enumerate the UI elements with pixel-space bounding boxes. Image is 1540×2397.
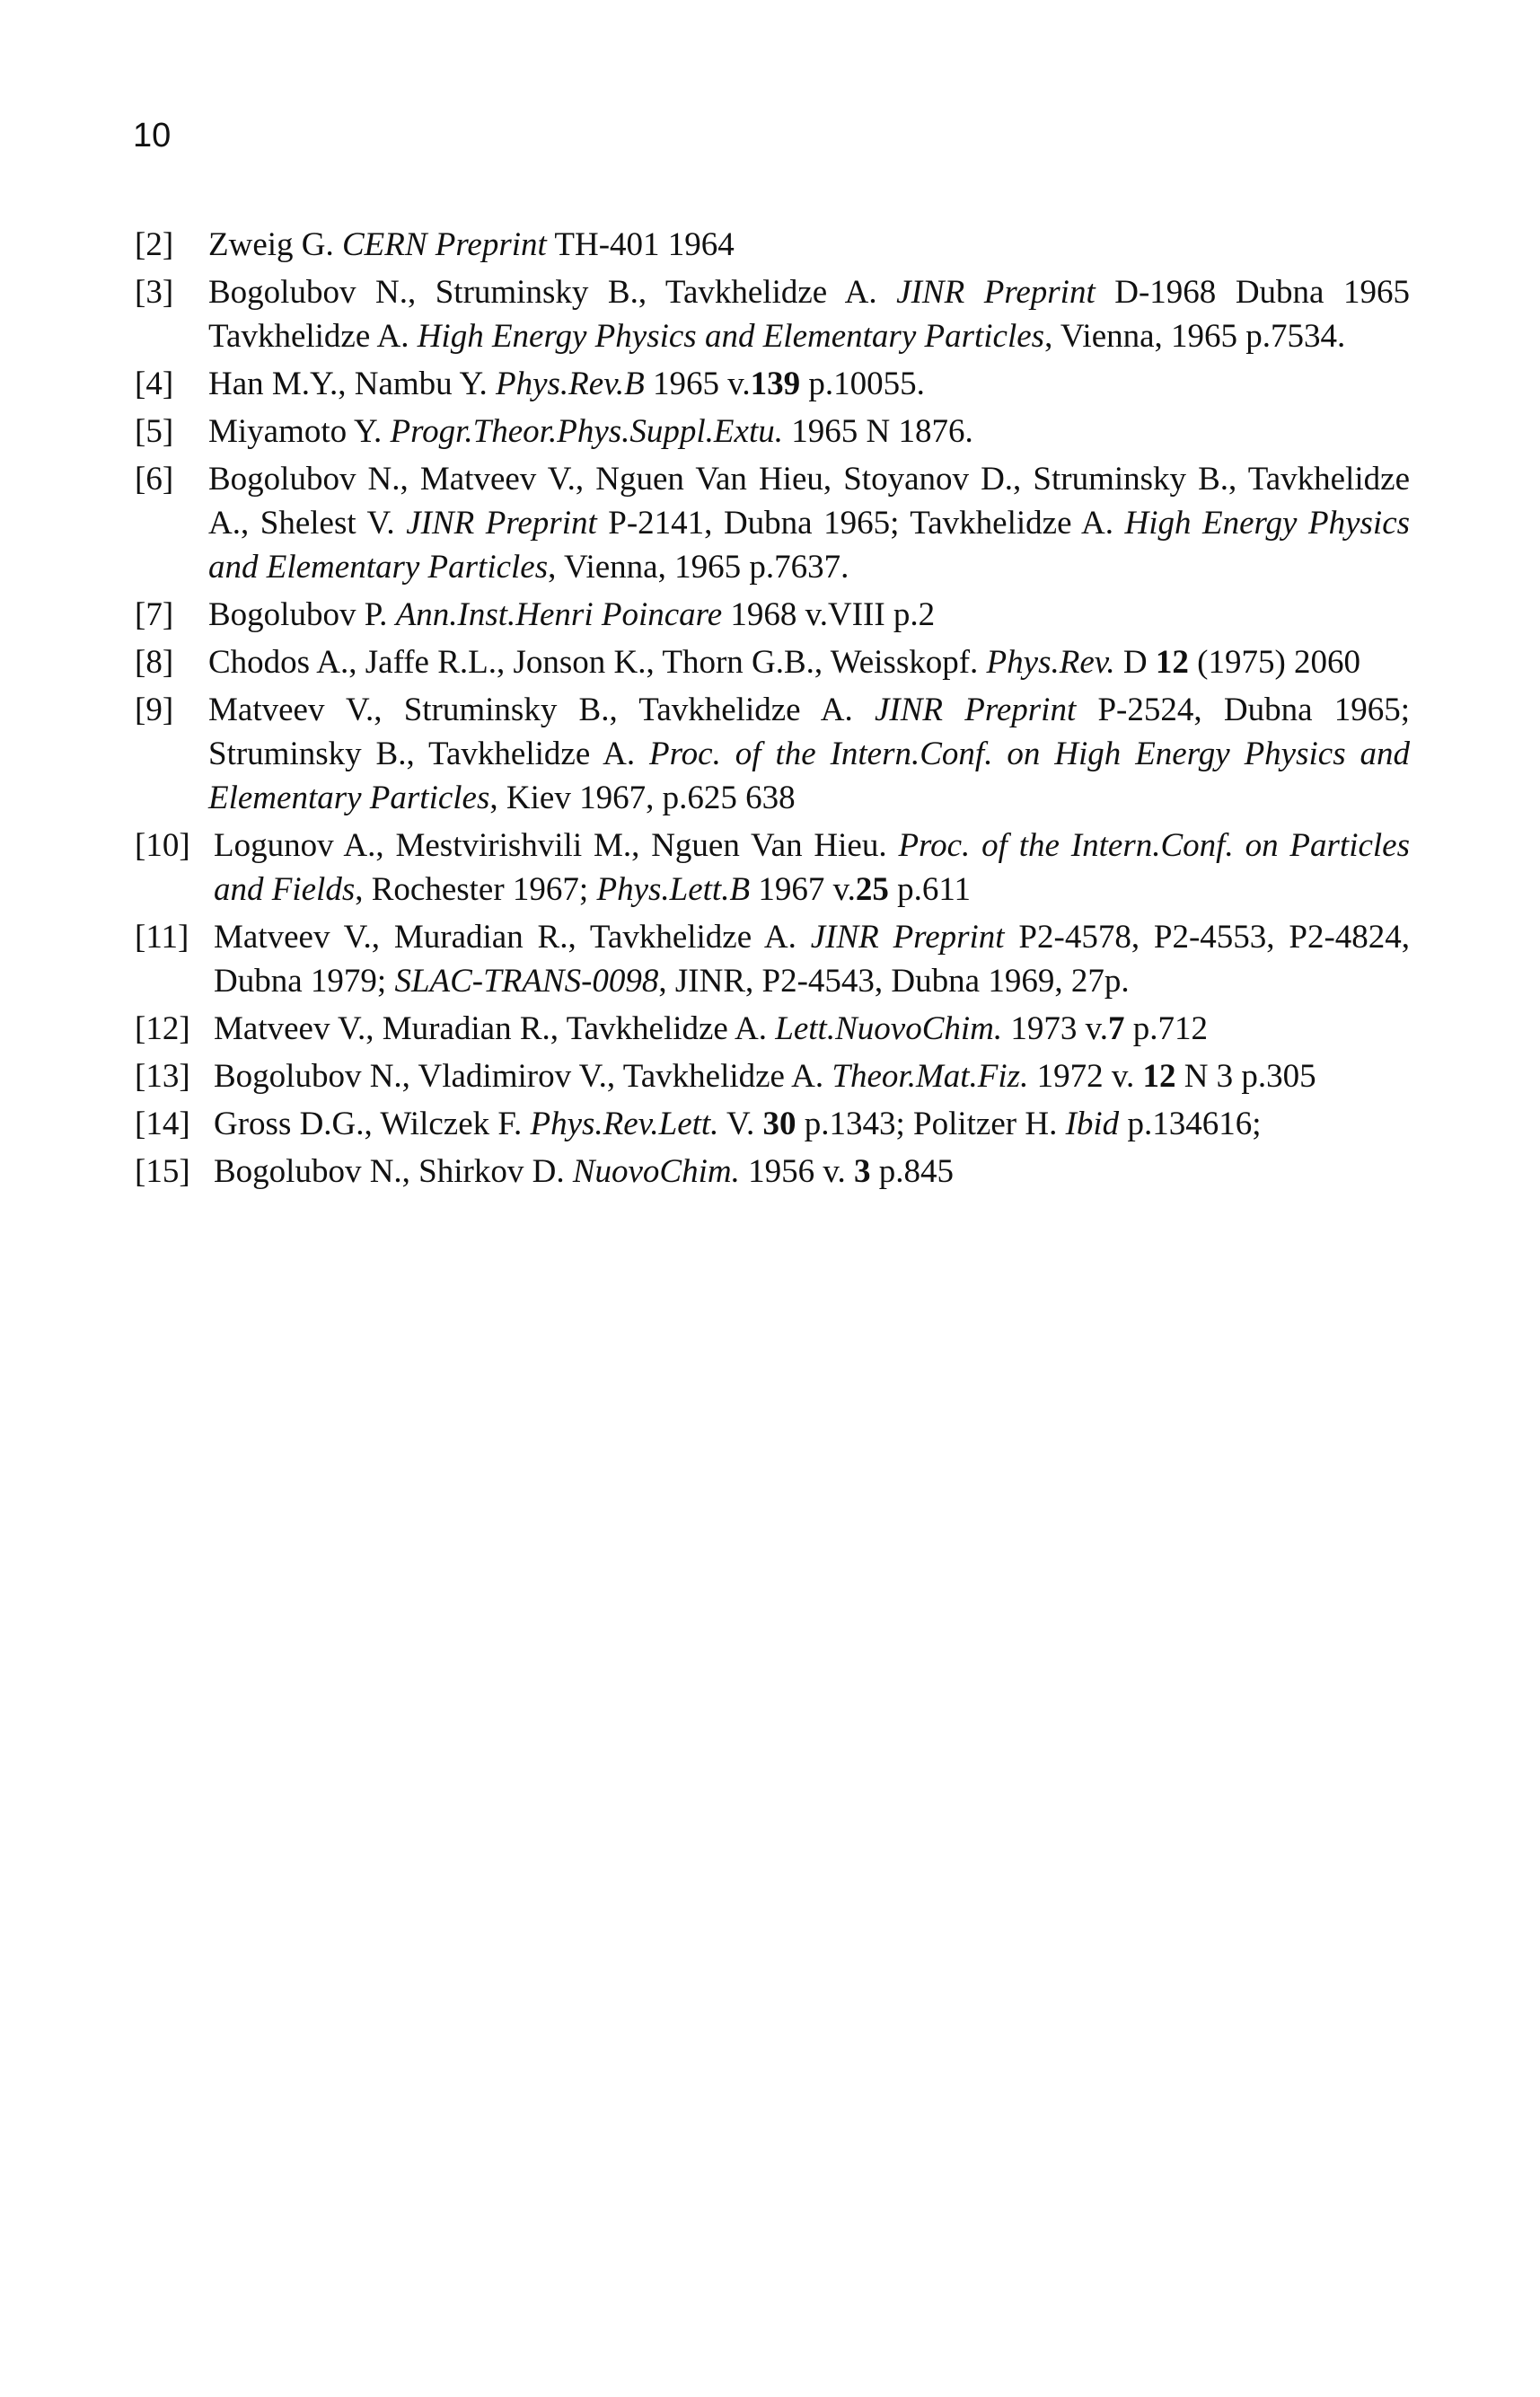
reference-segment: Matveev V., Muradian R., Tavkhelidze A.: [214, 1010, 776, 1047]
reference-segment: Bogolubov N., Vladimirov V., Tavkhelidze A.: [214, 1058, 832, 1095]
reference-segment: Han M.Y., Nambu Y.: [208, 366, 496, 402]
reference-segment: Gross D.G., Wilczek F.: [214, 1106, 531, 1142]
reference-italic-segment: Proc.: [649, 736, 721, 772]
reference-segment: P2-4578, P2-4553, P2-4824, Dubna 1979;: [214, 919, 1411, 1000]
reference-text: [208, 688, 1410, 820]
reference-italic-segment: NuovoChim.: [572, 1153, 740, 1190]
reference-number: [7]: [135, 596, 174, 633]
reference-number: [12]: [135, 1010, 190, 1047]
reference-item: [135, 410, 1410, 454]
page-number: 10: [133, 117, 172, 154]
reference-segment: p.712: [1124, 1010, 1208, 1047]
reference-segment: , Vienna, 1965 p.7637.: [548, 549, 849, 586]
reference-italic-segment: of the Intern.Conf.: [981, 827, 1234, 864]
reference-segment: p.845: [870, 1153, 954, 1190]
reference-segment: Chodos A., Jaffe R.L., Jonson K., Thorn G.B., Weisskopf.: [208, 644, 987, 681]
reference-number: [13]: [135, 1058, 190, 1095]
reference-text: [214, 1150, 1410, 1194]
reference-bold-segment: 7: [1107, 1010, 1125, 1047]
reference-item: [135, 270, 1410, 358]
reference-segment: [970, 827, 981, 864]
reference-segment: 1956 v.: [739, 1153, 854, 1190]
reference-italic-segment: CERN Preprint: [342, 226, 547, 263]
reference-italic-segment: Ann.Inst.Henri Poincare: [395, 596, 723, 633]
reference-number: [6]: [135, 461, 174, 498]
reference-bold-segment: 25: [855, 871, 889, 908]
reference-item: [135, 1150, 1410, 1194]
reference-segment: Logunov A., Mestvirishvili M., Nguen Van Hieu.: [214, 827, 899, 864]
reference-segment: Bogolubov N., Matveev V., Nguen Van Hieu, Stoyanov D., Struminsky B., Tavkhelidze A., Shelest V.: [208, 461, 1410, 542]
reference-italic-segment: JINR Preprint: [896, 274, 1096, 311]
reference-number: [11]: [135, 919, 189, 956]
reference-item: [135, 1054, 1410, 1098]
reference-italic-segment: Progr.Theor.Phys.Suppl.Extu.: [390, 413, 783, 450]
reference-item: [135, 362, 1410, 406]
reference-segment: 1973 v.: [1002, 1010, 1108, 1047]
reference-text: [208, 457, 1410, 589]
reference-bold-segment: 3: [853, 1153, 871, 1190]
reference-text: [208, 362, 1410, 406]
reference-segment: p.1343; Politzer H.: [796, 1106, 1066, 1142]
reference-text: [214, 1102, 1410, 1146]
reference-italic-segment: Phys.Rev.B: [496, 366, 645, 402]
reference-segment: D-1968 Dubna 1965 Tavkhelidze A.: [208, 274, 1410, 355]
reference-bold-segment: 12: [1155, 644, 1189, 681]
reference-italic-segment: Theor.Mat.Fiz.: [832, 1058, 1029, 1095]
reference-segment: , JINR, P2-4543, Dubna 1969, 27p.: [658, 963, 1130, 1000]
reference-segment: 1967 v.: [750, 871, 856, 908]
reference-text: [208, 223, 1410, 267]
reference-italic-segment: Phys.Lett.B: [596, 871, 751, 908]
reference-segment: D: [1114, 644, 1156, 681]
reference-number: [3]: [135, 274, 174, 311]
reference-number: [8]: [135, 644, 174, 681]
reference-number: [10]: [135, 827, 190, 864]
reference-segment: , Vienna, 1965 p.7534.: [1044, 318, 1346, 355]
reference-text: [214, 1054, 1410, 1098]
reference-segment: p.134616;: [1119, 1106, 1262, 1142]
reference-item: [135, 593, 1410, 637]
reference-number: [4]: [135, 366, 174, 402]
reference-text: [214, 824, 1410, 912]
reference-text: [208, 410, 1410, 454]
reference-segment: 1965 v.: [644, 366, 751, 402]
reference-segment: [721, 736, 735, 772]
reference-segment: Bogolubov N., Shirkov D.: [214, 1153, 573, 1190]
reference-segment: 1965 N 1876.: [782, 413, 973, 450]
reference-segment: Matveev V., Struminsky B., Tavkhelidze A.: [208, 692, 875, 728]
reference-italic-segment: Ibid: [1065, 1106, 1120, 1142]
reference-italic-segment: High Energy Physics and Elementary Particles: [208, 505, 1411, 586]
reference-segment: , Rochester 1967;: [355, 871, 597, 908]
reference-item: [135, 1102, 1410, 1146]
reference-item: [135, 1007, 1410, 1051]
reference-segment: Matveev V., Muradian R., Tavkhelidze A.: [214, 919, 811, 956]
reference-bold-segment: 30: [762, 1106, 796, 1142]
reference-segment: p.10055.: [800, 366, 925, 402]
reference-text: [214, 1007, 1410, 1051]
reference-segment: Bogolubov P.: [208, 596, 396, 633]
reference-italic-segment: on Particles and Fields: [214, 827, 1410, 908]
reference-italic-segment: JINR Preprint: [406, 505, 597, 542]
reference-segment: P-2524, Dubna 1965; Struminsky B., Tavkhelidze A.: [208, 692, 1410, 772]
reference-text: [214, 915, 1410, 1003]
reference-italic-segment: SLAC-TRANS-0098: [394, 963, 659, 1000]
reference-number: [5]: [135, 413, 174, 450]
reference-number: [15]: [135, 1153, 190, 1190]
reference-segment: Zweig G.: [208, 226, 342, 263]
reference-bold-segment: 139: [750, 366, 801, 402]
reference-segment: , Kiev 1967, p.625 638: [489, 780, 796, 816]
reference-italic-segment: Phys.Rev.Lett.: [530, 1106, 719, 1142]
reference-number: [9]: [135, 692, 174, 728]
reference-segment: 1972 v.: [1028, 1058, 1143, 1095]
reference-italic-segment: JINR Preprint: [874, 692, 1077, 728]
reference-italic-segment: JINR Preprint: [810, 919, 1005, 956]
reference-item: [135, 223, 1410, 267]
reference-item: [135, 688, 1410, 820]
reference-item: [135, 824, 1410, 912]
reference-segment: [1234, 827, 1245, 864]
reference-italic-segment: Proc.: [898, 827, 971, 864]
reference-segment: p.611: [888, 871, 972, 908]
reference-text: [208, 640, 1410, 684]
reference-item: [135, 915, 1410, 1003]
reference-segment: Bogolubov N., Struminsky B., Tavkhelidze A.: [208, 274, 897, 311]
reference-list: [135, 223, 1410, 1197]
reference-number: [14]: [135, 1106, 190, 1142]
reference-segment: N 3 p.305: [1175, 1058, 1316, 1095]
reference-italic-segment: Phys.Rev.: [986, 644, 1115, 681]
reference-text: [208, 593, 1410, 637]
reference-segment: (1975) 2060: [1188, 644, 1361, 681]
reference-text: [208, 270, 1410, 358]
reference-segment: 1968 v.VIII p.2: [722, 596, 936, 633]
reference-item: [135, 640, 1410, 684]
reference-number: [2]: [135, 226, 174, 263]
reference-italic-segment: of the Intern.Conf. on High Energy Physics and Elementary Particles: [208, 736, 1411, 816]
reference-bold-segment: 12: [1142, 1058, 1176, 1095]
reference-item: [135, 457, 1410, 589]
reference-segment: Miyamoto Y.: [208, 413, 391, 450]
reference-segment: TH-401 1964: [546, 226, 735, 263]
reference-italic-segment: High Energy Physics and Elementary Particles: [417, 318, 1045, 355]
reference-segment: P-2141, Dubna 1965; Tavkhelidze A.: [596, 505, 1125, 542]
reference-segment: V.: [718, 1106, 763, 1142]
reference-italic-segment: Lett.NuovoChim.: [775, 1010, 1003, 1047]
